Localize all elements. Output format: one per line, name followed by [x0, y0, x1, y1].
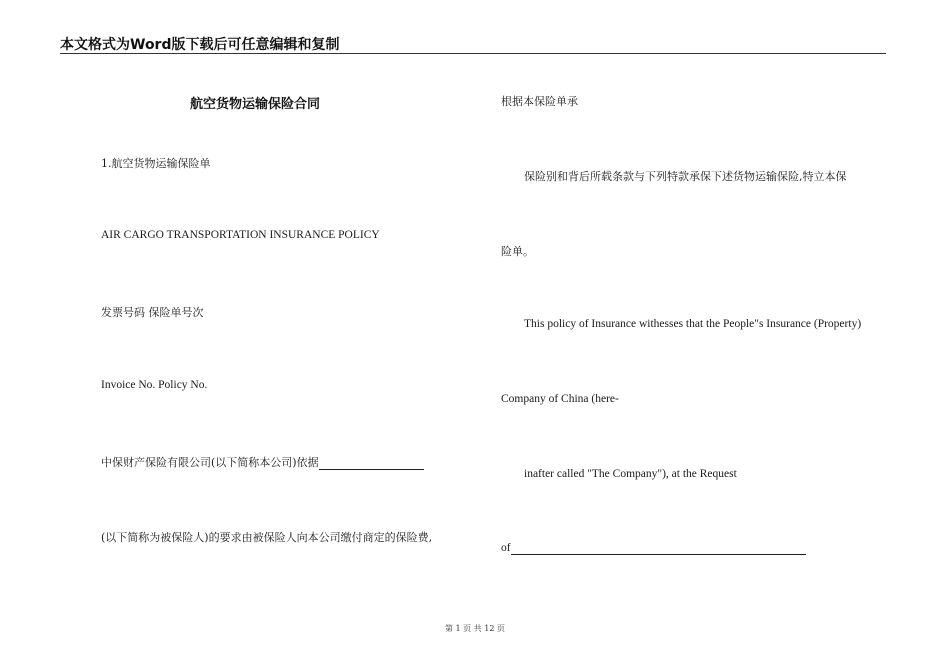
document-title: 航空货物运输保险合同: [190, 97, 321, 112]
right-line-policy-end-cn: 险单。: [501, 245, 534, 258]
request-of-text: of: [501, 542, 511, 554]
right-line-company-en: Company of China (here-: [501, 393, 619, 405]
right-line-policy-en: This policy of Insurance withesses that the People"s Insurance (Property): [524, 318, 862, 330]
insured-name-blank: [319, 456, 424, 470]
left-line-company-basis: [101, 454, 424, 470]
header-divider: [60, 53, 886, 54]
request-of-blank: [511, 542, 806, 555]
left-line-insured-request: (以下简称为被保险人)的要求由被保险人向本公司缴付商定的保险费,: [101, 531, 433, 544]
page-number: 第 1 页 共 12 页: [445, 624, 505, 633]
right-line-request-of: [501, 542, 806, 555]
right-line-based-on: 根据本保险单承: [501, 95, 578, 108]
right-line-coverage-cn: 保险别和背后所载条款与下列特款承保下述货物运输保险,特立本保: [524, 170, 847, 183]
left-line-invoice-cn: 发票号码 保险单号次: [101, 306, 204, 319]
left-line-invoice-en: Invoice No. Policy No.: [101, 379, 208, 391]
company-basis-text: 中保财产保险有限公司(以下简称本公司)依据: [101, 456, 319, 469]
right-line-hereinafter-en: inafter called "The Company"), at the Request: [524, 468, 737, 480]
left-line-policy-heading-en: AIR CARGO TRANSPORTATION INSURANCE POLICY: [101, 229, 380, 241]
left-line-policy-heading-cn: 1.航空货物运输保险单: [101, 157, 211, 170]
header-banner: 本文格式为Word版下载后可任意编辑和复制: [60, 37, 340, 53]
